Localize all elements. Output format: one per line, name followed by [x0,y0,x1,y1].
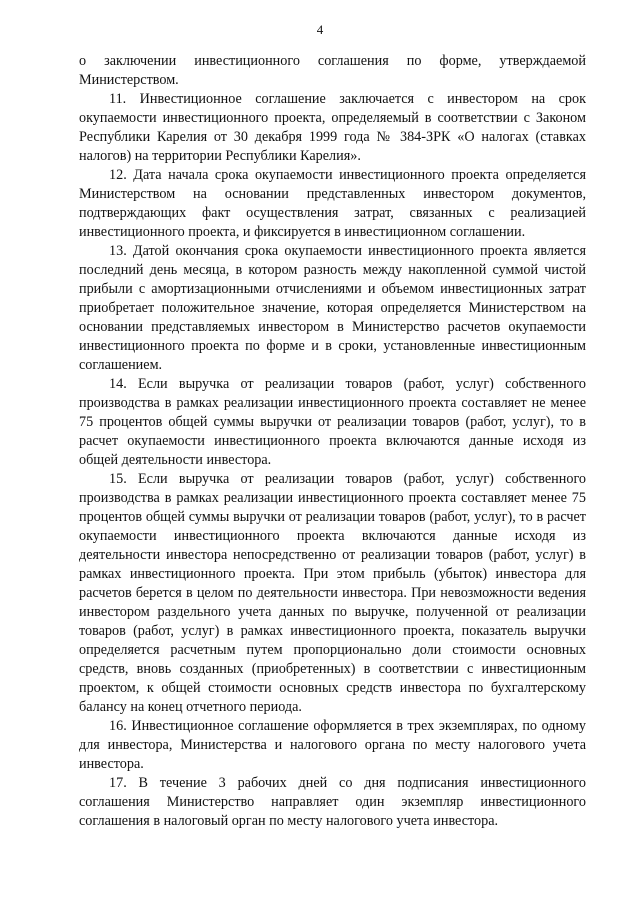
paragraph-11: 11. Инвестиционное соглашение заключается с инвестором на срок окупаемости инвестиционного проекта, определяемый в соответствии с Законом Республики Карелия от 30 декабря 1999 года № 384-ЗРК «О налогах (ставках налогов) на территории Республики Карелия». [79,91,586,164]
paragraph-16: 16. Инвестиционное соглашение оформляется в трех экземплярах, по одному для инвестора, Министерства и налогового органа по месту налогового учета инвестора. [79,718,586,772]
paragraph-14: 14. Если выручка от реализации товаров (работ, услуг) собственного производства в рамках реализации инвестиционного проекта составляет не менее 75 процентов общей суммы выручки от реализации товаров (работ, услуг), то в расчет окупаемости инвестиционного проекта включаются данные исходя из общей деятельности инвестора. [79,376,586,468]
paragraph-17: 17. В течение 3 рабочих дней со дня подписания инвестиционного соглашения Министерство направляет один экземпляр инвестиционного соглашения в налоговый орган по месту налогового учета инвестора. [79,775,586,829]
paragraph-continuation: о заключении инвестиционного соглашения по форме, утверждаемой Министерством. [79,53,586,88]
paragraph-13: 13. Датой окончания срока окупаемости инвестиционного проекта является последний день месяца, в котором разность между накопленной суммой чистой прибыли с амортизационными отчислениями и объемом инвестиционных затрат приобретает положительное значение, которая определяется Министерством на основании представляемых инвестором в Министерство расчетов окупаемости инвестиционного проекта по форме и в сроки, установленные инвестиционным соглашением. [79,243,586,373]
paragraph-15: 15. Если выручка от реализации товаров (работ, услуг) собственного производства в рамках реализации инвестиционного проекта составляет менее 75 процентов общей суммы выручки от реализации товаров (работ, услуг), то в расчет окупаемости инвестиционного проекта включаются данные исходя из деятельности инвестора непосредственно от реализации товаров (работ, услуг) в рамках инвестиционного проекта. При этом прибыль (убыток) инвестора для расчетов берется в целом по деятельности инвестора. При невозможности ведения инвестором раздельного учета данных по выручке, полученной от реализации товаров (работ, услуг) в рамках инвестиционного проекта, показатель выручки определяется расчетным путем пропорционально доли стоимости основных средств, вновь созданных (приобретенных) в соответствии с инвестиционным проектом, к общей стоимости основных средств инвестора по бухгалтерскому балансу на конец отчетного периода. [79,471,586,715]
paragraph-12: 12. Дата начала срока окупаемости инвестиционного проекта определяется Министерством на основании представленных инвестором документов, подтверждающих факт осуществления затрат, связанных с реализацией инвестиционного проекта, и фиксируется в инвестиционном соглашении. [79,167,586,240]
document-body [79,52,586,831]
page-number: 4 [316,22,324,37]
